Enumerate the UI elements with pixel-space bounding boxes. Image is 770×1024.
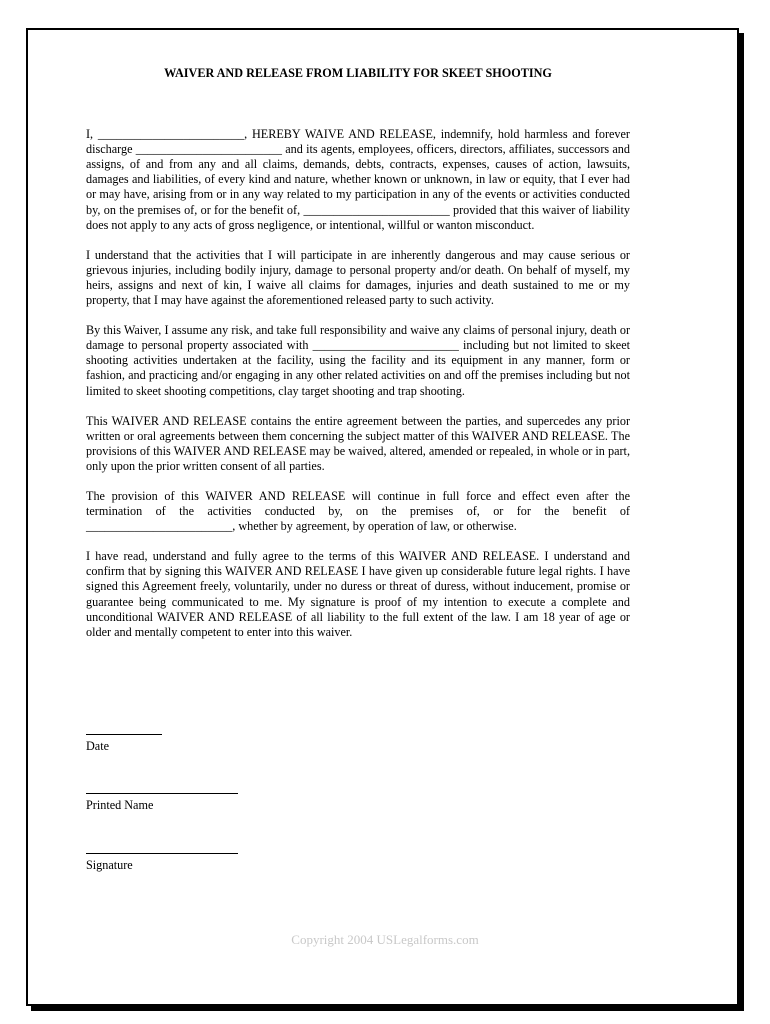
signature-label: Signature (86, 858, 133, 872)
signature-line[interactable] (86, 853, 238, 854)
signature-field[interactable] (86, 853, 386, 873)
paragraph-inherent-danger: I understand that the activities that I will participate in are inherently dangerous and may cause serious or grievous injuries, including bodily injury, damage to personal property and/or death. On behalf of myself, my heirs, assigns and next of kin, I waive all claims for damages, injuries and death sustained to me or my property, that I may have against the aforementioned released party to such activity. (86, 247, 630, 308)
paragraph-entire-agreement: This WAIVER AND RELEASE contains the entire agreement between the parties, and supercedes any prior written or oral agreements between them concerning the subject matter of this WAIVER AND RELEASE. The provisions of this WAIVER AND RELEASE may be waived, altered, amended or repealed, in whole or in part, only upon the prior written consent of all parties. (86, 413, 630, 473)
document-title: WAIVER AND RELEASE FROM LIABILITY FOR SKEET SHOOTING (164, 66, 552, 80)
date-line[interactable] (86, 734, 162, 735)
date-field[interactable] (86, 734, 386, 754)
document-body (86, 66, 630, 655)
paragraph-continuation: The provision of this WAIVER AND RELEASE will continue in full force and effect even after the termination of the activities conducted by, on the premises of, or for the benefit of ________________________, whether by agreement, by operation of law, or otherwise. (86, 488, 630, 534)
copyright-footer: Copyright 2004 USLegalforms.com (291, 932, 479, 947)
printed-name-line[interactable] (86, 793, 238, 794)
paragraph-waiver-release: I, ________________________, HEREBY WAIVE AND RELEASE, indemnify, hold harmless and forever discharge ________________________ and its agents, employees, officers, directors, affiliates, successors and assigns, of and from any and all claims, demands, debts, contracts, expenses, causes of action, lawsuits, damages and liabilities, of every kind and nature, whether known or unknown, in law or equity, that I ever had or may have, arising from or in any way related to my participation in any of the events or activities conducted by, on the premises of, or for the benefit of, ________________________ provided that this waiver of liability does not apply to any acts of gross negligence, or intentional, willful or wanton misconduct. (86, 127, 630, 232)
paragraph-assume-risk: By this Waiver, I assume any risk, and take full responsibility and waive any claims of personal injury, death or damage to personal property associated with ________________________ including but not limited to skeet shooting activities undertaken at the facility, using the facility and its equipment in any manner, form or fashion, and practicing and/or engaging in any other related activities on and off the premises including but not limited to skeet shooting competitions, clay target shooting and trap shooting. (86, 323, 630, 398)
date-label: Date (86, 739, 110, 753)
printed-name-field[interactable] (86, 793, 386, 813)
paragraph-acknowledgement: I have read, understand and fully agree to the terms of this WAIVER AND RELEASE. I understand and confirm that by signing this WAIVER AND RELEASE I have given up considerable future legal rights. I have signed this Agreement freely, voluntarily, under no duress or threat of duress, without inducement, promise or guarantee being communicated to me. My signature is proof of my intention to execute a complete and unconditional WAIVER AND RELEASE of all liability to the full extent of the law. I am 18 year of age or older and mentally competent to enter into this waiver. (86, 549, 630, 639)
printed-name-label: Printed Name (86, 798, 154, 812)
